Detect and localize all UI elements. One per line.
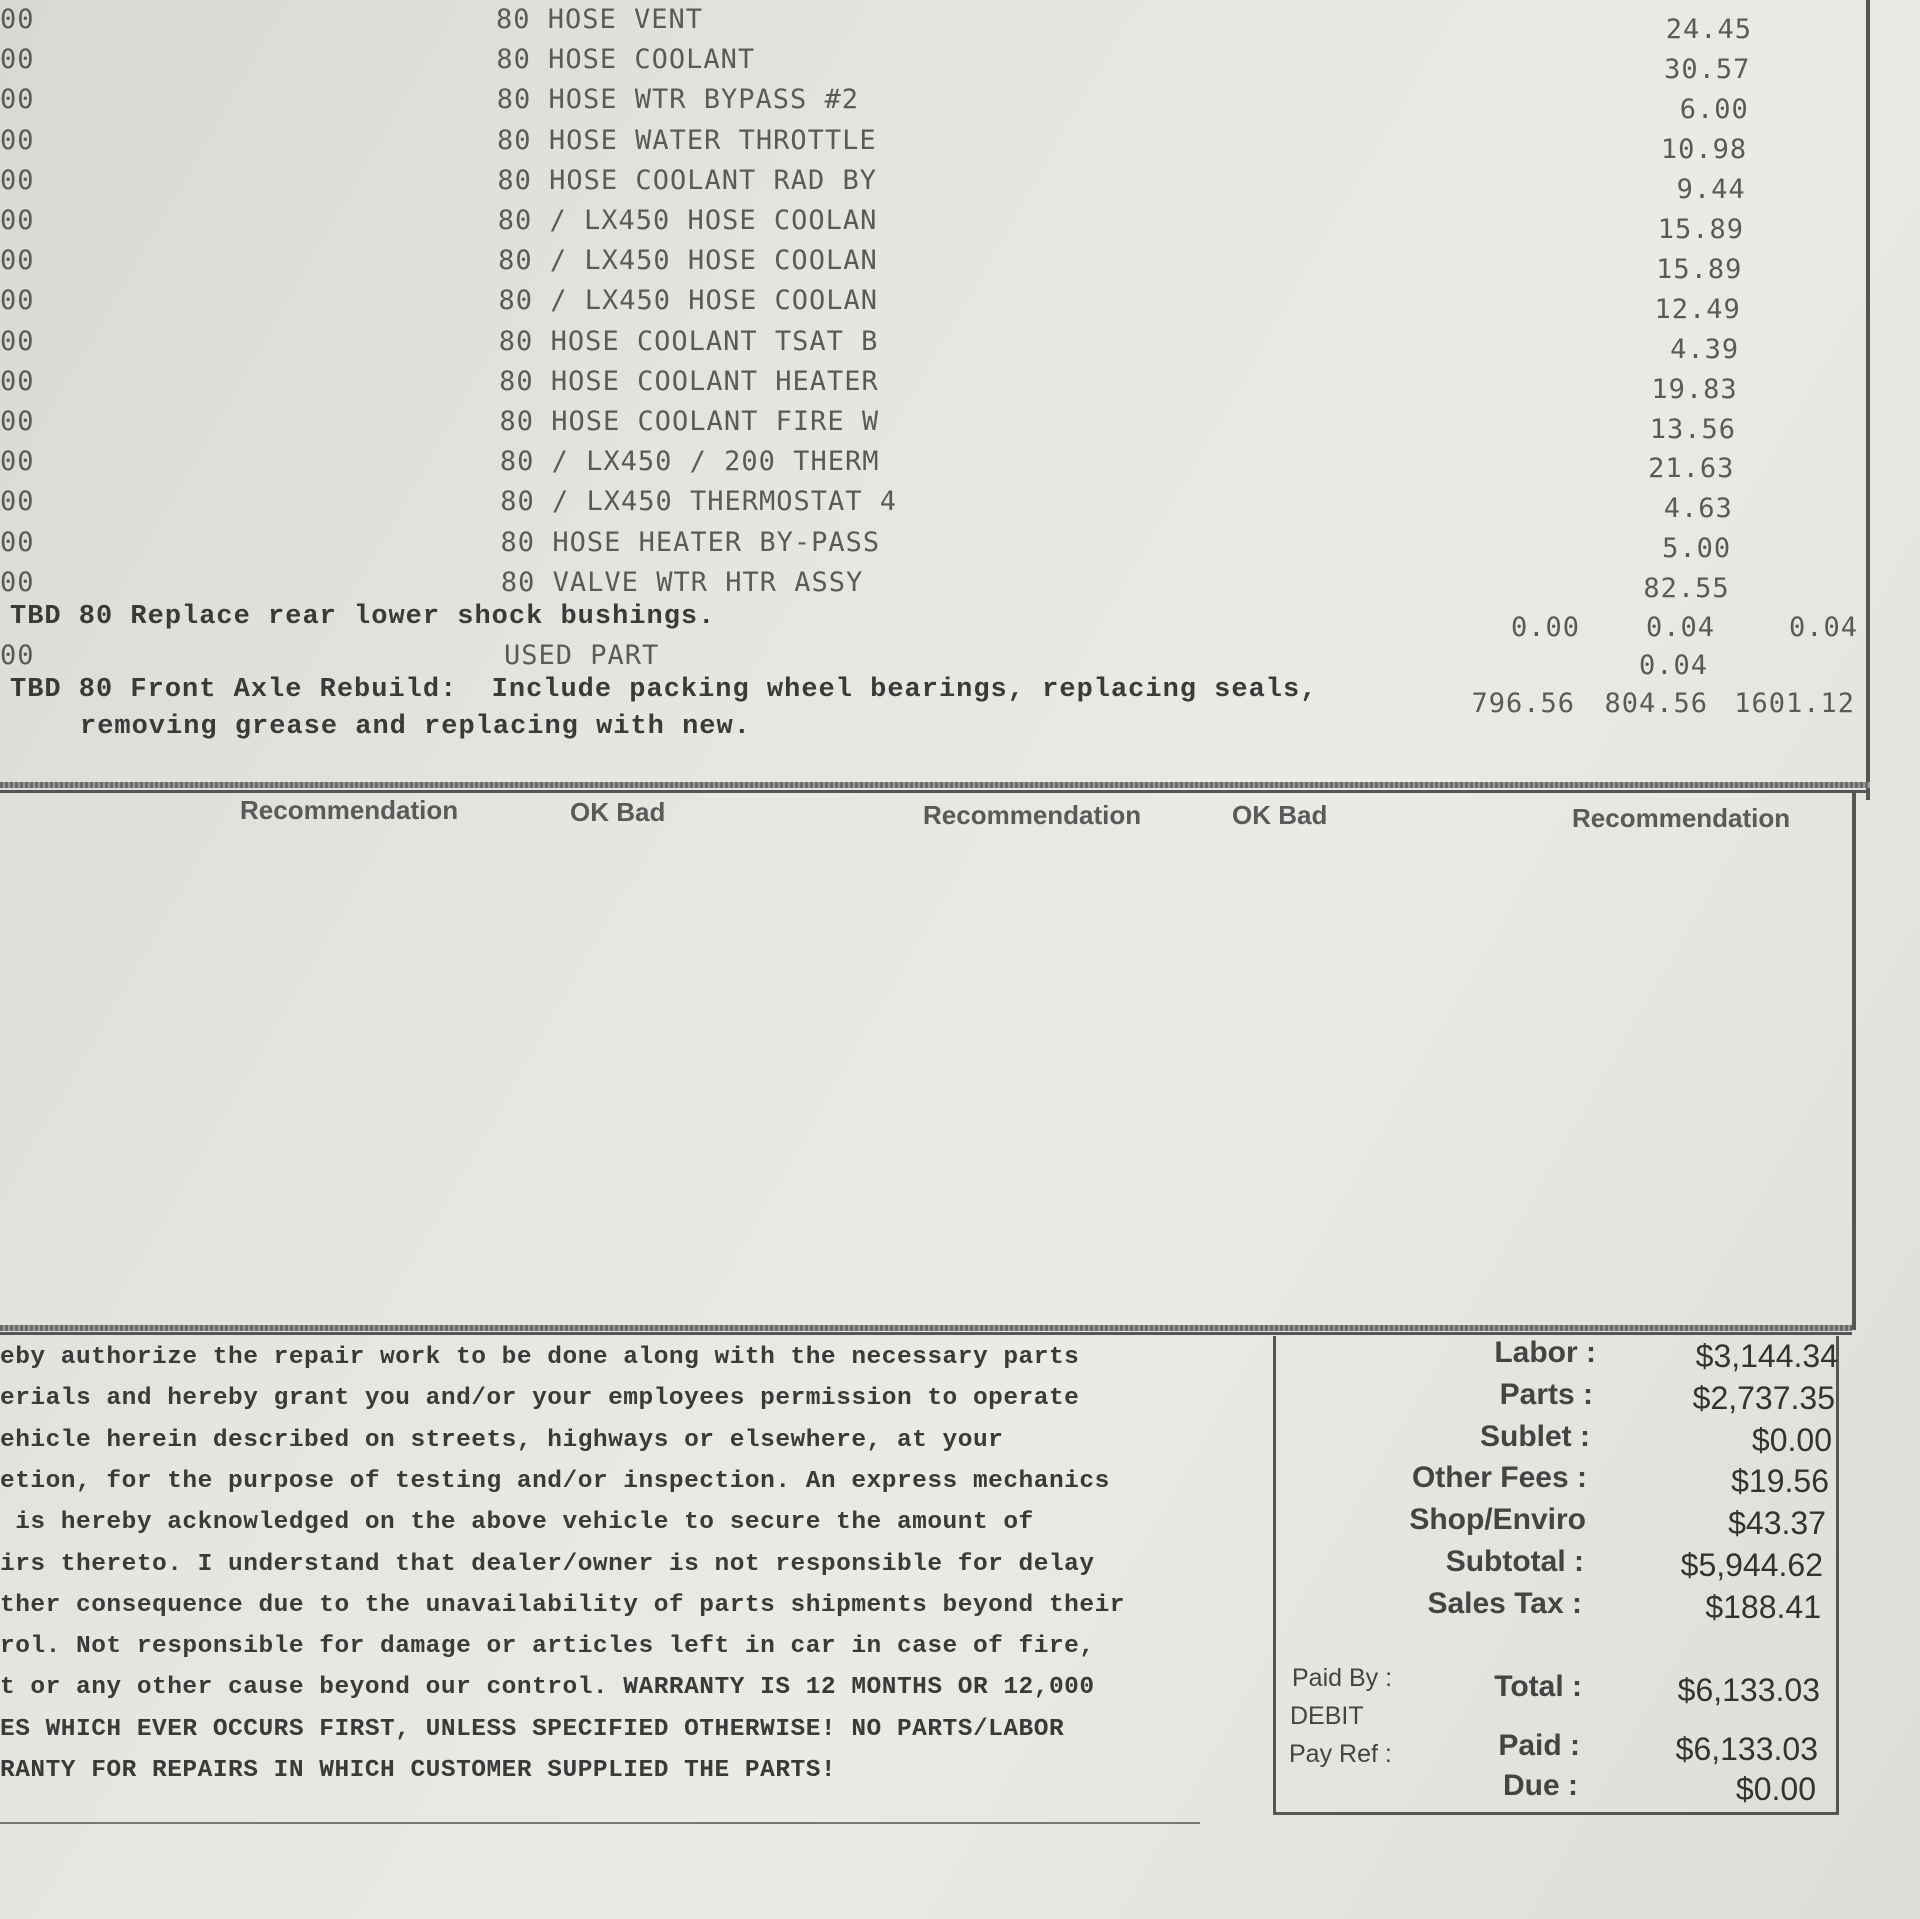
- right-border-middle: [1852, 790, 1856, 1330]
- part-description: 80 HOSE VENT: [496, 4, 704, 35]
- part-description: 80 / LX450 THERMOSTAT 4: [500, 486, 898, 518]
- authorization-text-line: t or any other cause beyond our control. WARRANTY IS 12 MONTHS OR 12,000: [0, 1674, 1095, 1702]
- rec-header-2: Recommendation: [923, 800, 1142, 830]
- rec-header-3: Recommendation: [1572, 803, 1791, 833]
- part-amount: 6.00: [1679, 93, 1749, 125]
- authorization-text-line: etion, for the purpose of testing and/or inspection. An express mechanics: [0, 1467, 1110, 1495]
- authorization-text-line: rol. Not responsible for damage or articles left in car in case of fire,: [0, 1633, 1095, 1661]
- other-fees-label: Other Fees :: [1411, 1461, 1587, 1494]
- sublet-label: Sublet :: [1480, 1420, 1590, 1453]
- subtotal-value: $5,944.62: [1680, 1547, 1823, 1583]
- shop-enviro-value: $43.37: [1728, 1505, 1826, 1541]
- authorization-text-line: ther consequence due to the unavailability of parts shipments beyond their: [0, 1591, 1125, 1619]
- part-code: 00: [0, 245, 35, 277]
- part-description: 80 VALVE WTR HTR ASSY: [500, 566, 864, 598]
- other-fees-value: $19.56: [1731, 1463, 1829, 1499]
- part-amount: 10.98: [1660, 133, 1748, 165]
- part-code: 00: [0, 84, 35, 116]
- part-amount: 15.89: [1656, 253, 1743, 285]
- part-amount: 21.63: [1648, 453, 1735, 485]
- part-amount: 13.56: [1649, 413, 1736, 445]
- paid-value: $6,133.03: [1675, 1731, 1818, 1767]
- section-divider-line: [0, 790, 1870, 793]
- part-amount: 4.63: [1663, 493, 1733, 525]
- job-axle-labor: 796.56: [1471, 688, 1575, 719]
- authorization-text-line: ehicle herein described on streets, highways or elsewhere, at your: [0, 1426, 1004, 1454]
- part-description: 80 HOSE COOLANT TSAT B: [498, 325, 879, 357]
- part-amount: 15.89: [1657, 213, 1744, 245]
- job-axle-parts: 804.56: [1604, 688, 1708, 719]
- total-label: Total :: [1494, 1670, 1582, 1703]
- job-shock-total: 0.04: [1788, 612, 1858, 643]
- due-value: $0.00: [1735, 1771, 1816, 1807]
- pay-ref-label: Pay Ref :: [1289, 1740, 1392, 1768]
- part-code: 00: [0, 44, 35, 76]
- job-axle-total: 1601.12: [1734, 688, 1855, 719]
- authorization-text-line: erials and hereby grant you and/or your employees permission to operate: [0, 1385, 1080, 1413]
- okbad-header-1: OK Bad: [570, 797, 666, 827]
- part-code: 00: [0, 526, 35, 558]
- paid-by-label: Paid By :: [1292, 1664, 1393, 1692]
- sales-tax-label: Sales Tax :: [1427, 1587, 1582, 1620]
- total-value: $6,133.03: [1677, 1672, 1820, 1708]
- part-code: 00: [0, 325, 35, 357]
- part-amount: 4.39: [1670, 333, 1740, 365]
- part-description: 80 HOSE WTR BYPASS #2: [496, 84, 860, 116]
- job-axle-line1: TBD 80 Front Axle Rebuild: Include packing wheel bearings, replacing seals,: [10, 675, 1318, 705]
- subtotal-label: Subtotal :: [1445, 1545, 1584, 1578]
- parts-value: $2,737.35: [1692, 1380, 1835, 1416]
- job-shock-text: TBD 80 Replace rear lower shock bushings.: [10, 602, 716, 632]
- part-description: 80 / LX450 HOSE COOLAN: [498, 285, 879, 317]
- part-description: 80 / LX450 HOSE COOLAN: [497, 205, 878, 236]
- authorization-text-line: RANTY FOR REPAIRS IN WHICH CUSTOMER SUPPLIED THE PARTS!: [0, 1757, 837, 1784]
- due-label: Due :: [1503, 1769, 1578, 1802]
- okbad-header-2: OK Bad: [1232, 800, 1328, 830]
- job-axle-line2: removing grease and replacing with new.: [80, 712, 751, 742]
- part-amount: 12.49: [1654, 293, 1741, 325]
- used-part-code: 00: [0, 640, 35, 671]
- section-divider-bottom-line: [0, 1332, 1852, 1335]
- part-code: 00: [0, 406, 35, 437]
- section-divider-top: [0, 782, 1870, 788]
- sublet-value: $0.00: [1751, 1422, 1832, 1458]
- authorization-text-line: is hereby acknowledged on the above vehicle to secure the amount of: [0, 1509, 1034, 1537]
- part-amount: 82.55: [1643, 573, 1730, 605]
- part-description: 80 HOSE HEATER BY-PASS: [500, 526, 881, 558]
- part-code: 00: [0, 124, 35, 156]
- parts-label: Parts :: [1499, 1378, 1593, 1411]
- part-code: 00: [0, 566, 35, 598]
- part-description: 80 HOSE COOLANT RAD BY: [497, 164, 878, 196]
- part-amount: 19.83: [1651, 373, 1738, 405]
- part-code: 00: [0, 285, 35, 317]
- part-description: 80 HOSE COOLANT: [496, 44, 756, 76]
- part-code: 00: [0, 365, 35, 397]
- authorization-text-line: irs thereto. I understand that dealer/owner is not responsible for delay: [0, 1550, 1095, 1578]
- payment-method: DEBIT: [1290, 1702, 1364, 1730]
- section-divider-bottom: [0, 1325, 1852, 1331]
- rec-header-1: Recommendation: [240, 795, 459, 825]
- part-code: 00: [0, 164, 35, 196]
- part-description: 80 / LX450 HOSE COOLAN: [498, 245, 878, 277]
- sales-tax-value: $188.41: [1705, 1589, 1821, 1625]
- job-shock-labor: 0.00: [1510, 612, 1580, 643]
- part-code: 00: [0, 486, 35, 518]
- part-description: 80 HOSE COOLANT FIRE W: [499, 406, 880, 437]
- part-amount: 9.44: [1676, 173, 1746, 205]
- used-part-desc: USED PART: [504, 640, 660, 671]
- labor-label: Labor :: [1494, 1336, 1596, 1369]
- used-part-amt: 0.04: [1638, 650, 1708, 681]
- authorization-text-line: eby authorize the repair work to be done along with the necessary parts: [0, 1344, 1080, 1371]
- job-shock-parts: 0.04: [1645, 612, 1715, 643]
- right-border-upper: [1866, 0, 1870, 800]
- part-amount: 30.57: [1664, 53, 1751, 85]
- paid-label: Paid :: [1498, 1729, 1580, 1762]
- part-code: 00: [0, 446, 35, 478]
- signature-line: [0, 1822, 1200, 1824]
- part-description: 80 / LX450 / 200 THERM: [499, 446, 880, 478]
- part-description: 80 HOSE COOLANT HEATER: [499, 365, 879, 397]
- authorization-text-line: ES WHICH EVER OCCURS FIRST, UNLESS SPECIFIED OTHERWISE! NO PARTS/LABOR: [0, 1715, 1065, 1743]
- part-code: 00: [0, 205, 35, 236]
- part-description: 80 HOSE WATER THROTTLE: [497, 124, 877, 156]
- part-code: 00: [0, 4, 35, 35]
- part-amount: 24.45: [1665, 14, 1752, 45]
- part-amount: 5.00: [1662, 533, 1732, 565]
- labor-value: $3,144.34: [1695, 1338, 1838, 1374]
- shop-enviro-label: Shop/Enviro: [1409, 1503, 1586, 1536]
